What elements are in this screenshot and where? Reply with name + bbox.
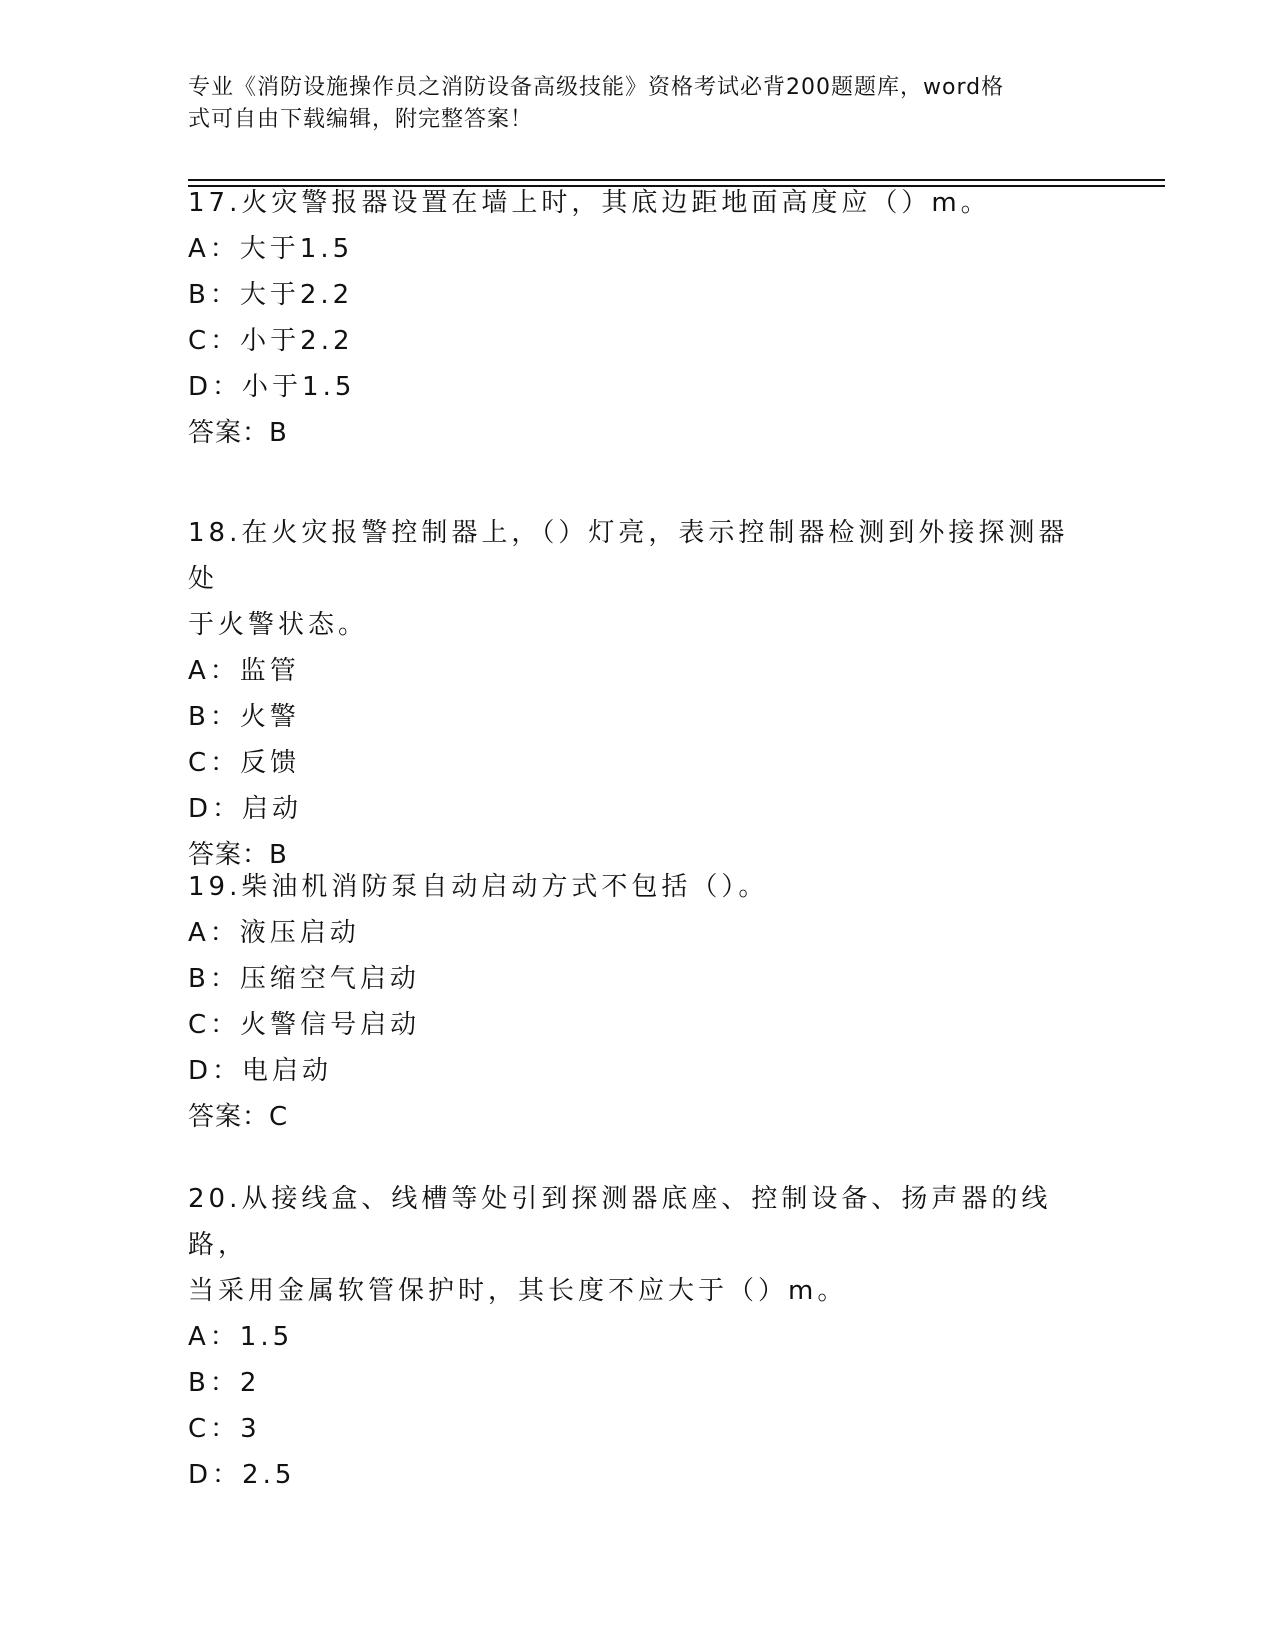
option-d: D：启动 [188,794,303,824]
option-b: B：大于2.2 [188,280,354,310]
option-d: D：电启动 [188,1056,333,1086]
option-d: D：2.5 [188,1460,296,1490]
question-text: 19.柴油机消防泵自动启动方式不包括（）。 [188,872,769,902]
question-text: 17.火灾警报器设置在墙上时，其底边距地面高度应（）m。 [188,188,991,218]
option-a: A：监管 [188,656,300,686]
question-text-line-1: 20.从接线盒、线槽等处引到探测器底座、控制设备、扬声器的线路， [188,1184,1052,1260]
header-line-2: 式可自由下载编辑，附完整答案！ [188,107,534,132]
option-c: C：火警信号启动 [188,1010,421,1040]
option-b: B：压缩空气启动 [188,964,420,994]
option-a: A：大于1.5 [188,234,354,264]
option-b: B：2 [188,1368,261,1398]
question-text-line-2: 于火警状态。 [188,610,369,640]
question-text-line-1: 18.在火灾报警控制器上，（）灯亮，表示控制器检测到外接探测器处 [188,518,1069,594]
question-20 [188,1176,1088,1498]
question-17 [188,180,1088,456]
option-c: C：3 [188,1414,261,1444]
option-c: C：反馈 [188,748,301,778]
question-19 [188,864,1088,1140]
answer-text: 答案：C [188,1102,289,1132]
question-text-line-2: 当采用金属软管保护时，其长度不应大于（）m。 [188,1276,848,1306]
answer-text: 答案：B [188,418,288,448]
document-header [188,72,1068,136]
option-a: A：1.5 [188,1322,294,1352]
question-18 [188,510,1088,878]
option-c: C：小于2.2 [188,326,354,356]
option-d: D：小于1.5 [188,372,356,402]
option-a: A：液压启动 [188,918,360,948]
option-b: B：火警 [188,702,300,732]
header-line-1: 专业《消防设施操作员之消防设备高级技能》资格考试必背200题题库，word格 [188,75,1005,100]
answer-text: 答案：B [188,840,288,870]
